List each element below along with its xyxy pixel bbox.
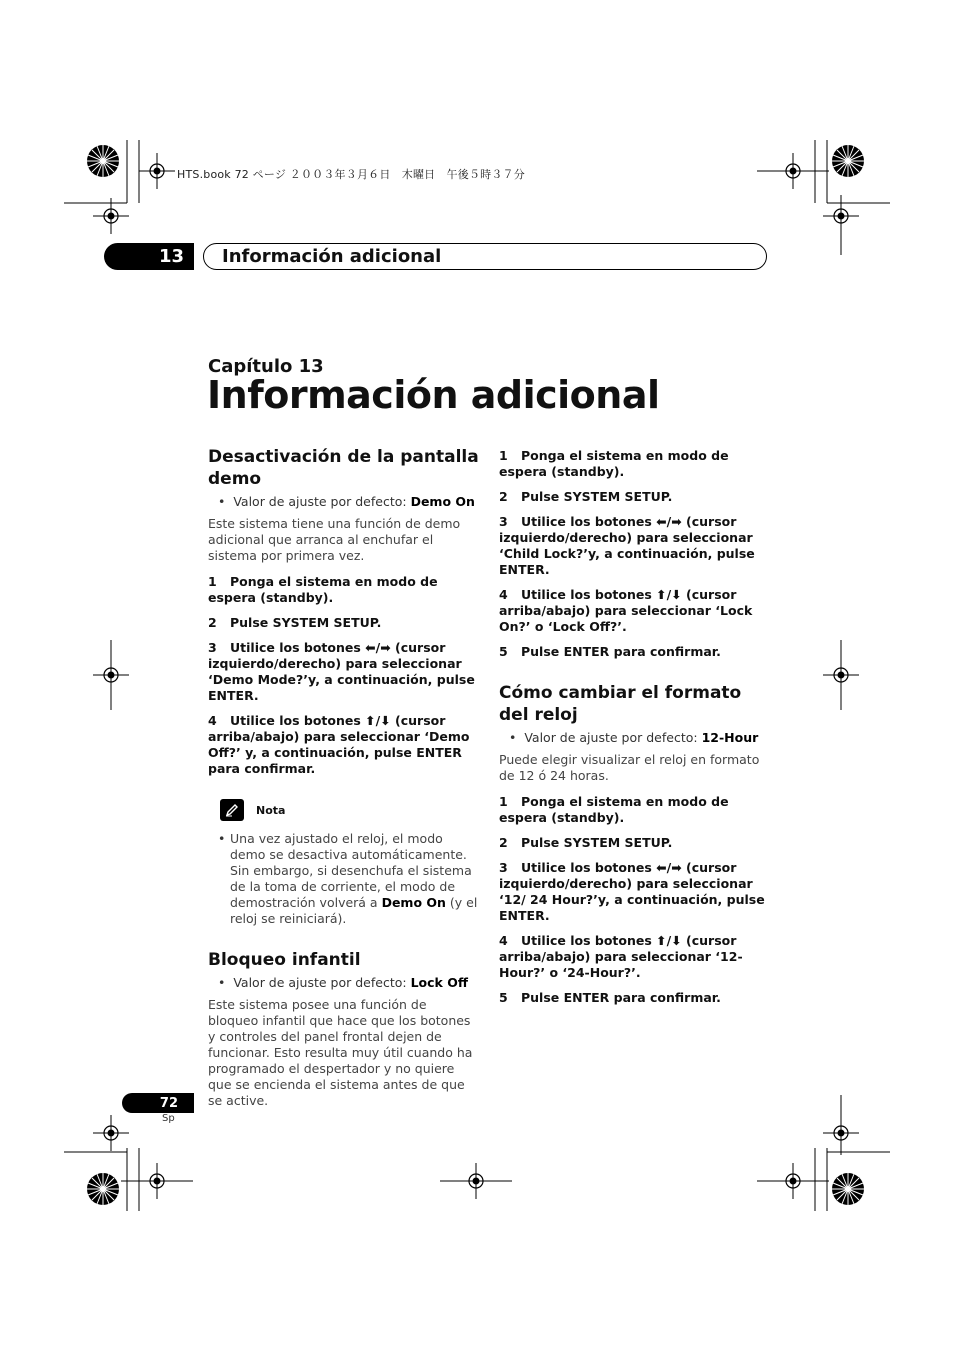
right-column bbox=[499, 448, 771, 1015]
default-value-line: • Valor de ajuste por defecto: Lock Off bbox=[218, 975, 468, 990]
section-clock bbox=[499, 682, 771, 1006]
step: 2 Pulse SYSTEM SETUP. bbox=[499, 835, 673, 850]
chapter-title: Información adicional bbox=[207, 373, 660, 417]
page-number-tab bbox=[122, 1093, 194, 1113]
step: 4 Utilice los botones ⬆/⬇ (cursor arriba/abajo) para seleccionar ‘Lock On?’ o ‘Lock Off?’. bbox=[499, 587, 753, 634]
section-demo-heading: Desactivación de la pantalla demo bbox=[208, 447, 479, 489]
step: 3 Utilice los botones ⬅/➡ (cursor izquierdo/derecho) para seleccionar ‘Demo Mode?’y, a continuación, pulse ENTER. bbox=[208, 640, 475, 703]
step: 2 Pulse SYSTEM SETUP. bbox=[499, 489, 673, 504]
step: 3 Utilice los botones ⬅/➡ (cursor izquierdo/derecho) para seleccionar ‘12/ 24 Hour?’y, a continuación, pulse ENTER. bbox=[499, 860, 765, 923]
section-description: Este sistema tiene una función de demo adicional que arranca al enchufar el sistema por primera vez. bbox=[208, 516, 461, 563]
step: 3 Utilice los botones ⬅/➡ (cursor izquierdo/derecho) para seleccionar ‘Child Lock?’y, a continuación, pulse ENTER. bbox=[499, 514, 755, 577]
step: 5 Pulse ENTER para confirmar. bbox=[499, 990, 721, 1005]
default-value-line: • Valor de ajuste por defecto: 12-Hour bbox=[509, 730, 759, 745]
print-file-info: HTS.book 72 ページ ２００３年３月６日 木曜日 午後５時３７分 bbox=[177, 168, 525, 181]
section-description: Puede elegir visualizar el reloj en formato de 12 ó 24 horas. bbox=[499, 752, 760, 783]
chapter-number: 13 bbox=[158, 246, 184, 267]
note-label: Nota bbox=[256, 803, 286, 817]
chapter-number-tab bbox=[104, 243, 194, 270]
pencil-note-icon bbox=[220, 799, 244, 821]
note-header bbox=[220, 799, 480, 821]
step: 1 Ponga el sistema en modo de espera (standby). bbox=[499, 448, 729, 479]
default-value-line: • Valor de ajuste por defecto: Demo On bbox=[218, 494, 475, 509]
section-description: Este sistema posee una función de bloqueo infantil que hace que los botones y controles del panel frontal dejen de funcionar. Esto resulta muy útil cuando ha programado el despertador y no quiere que se encienda el sistema antes de que se active. bbox=[208, 997, 473, 1108]
note-text: • Una vez ajustado el reloj, el modo demo se desactiva automáticamente. Sin embargo, si desenchufa el sistema de la toma de corriente, el modo de demostración volverá a Demo On (y el reloj se reiniciará). bbox=[230, 831, 480, 927]
section-child-lock bbox=[208, 949, 480, 1109]
section-child-lock-heading: Bloqueo infantil bbox=[208, 950, 361, 970]
default-value: Lock Off bbox=[410, 975, 468, 990]
left-column bbox=[208, 446, 480, 1119]
default-value: Demo On bbox=[410, 494, 475, 509]
page-language: Sp bbox=[162, 1113, 175, 1124]
running-header-title: Información adicional bbox=[222, 246, 442, 267]
default-value: 12-Hour bbox=[701, 730, 759, 745]
step: 4 Utilice los botones ⬆/⬇ (cursor arriba/abajo) para seleccionar ‘Demo Off?’ y, a continuación, pulse ENTER para confirmar. bbox=[208, 713, 470, 776]
step: 5 Pulse ENTER para confirmar. bbox=[499, 644, 721, 659]
section-clock-heading: Cómo cambiar el formato del reloj bbox=[499, 683, 742, 725]
step: 2 Pulse SYSTEM SETUP. bbox=[208, 615, 382, 630]
chapter-label: Capítulo 13 bbox=[208, 356, 324, 377]
step: 1 Ponga el sistema en modo de espera (standby). bbox=[208, 574, 438, 605]
step: 1 Ponga el sistema en modo de espera (standby). bbox=[499, 794, 729, 825]
page-number: 72 bbox=[159, 1095, 178, 1111]
running-header bbox=[203, 243, 767, 270]
section-demo bbox=[208, 446, 480, 927]
step: 4 Utilice los botones ⬆/⬇ (cursor arriba/abajo) para seleccionar ‘12-Hour?’ o ‘24-Hour?’. bbox=[499, 933, 743, 980]
